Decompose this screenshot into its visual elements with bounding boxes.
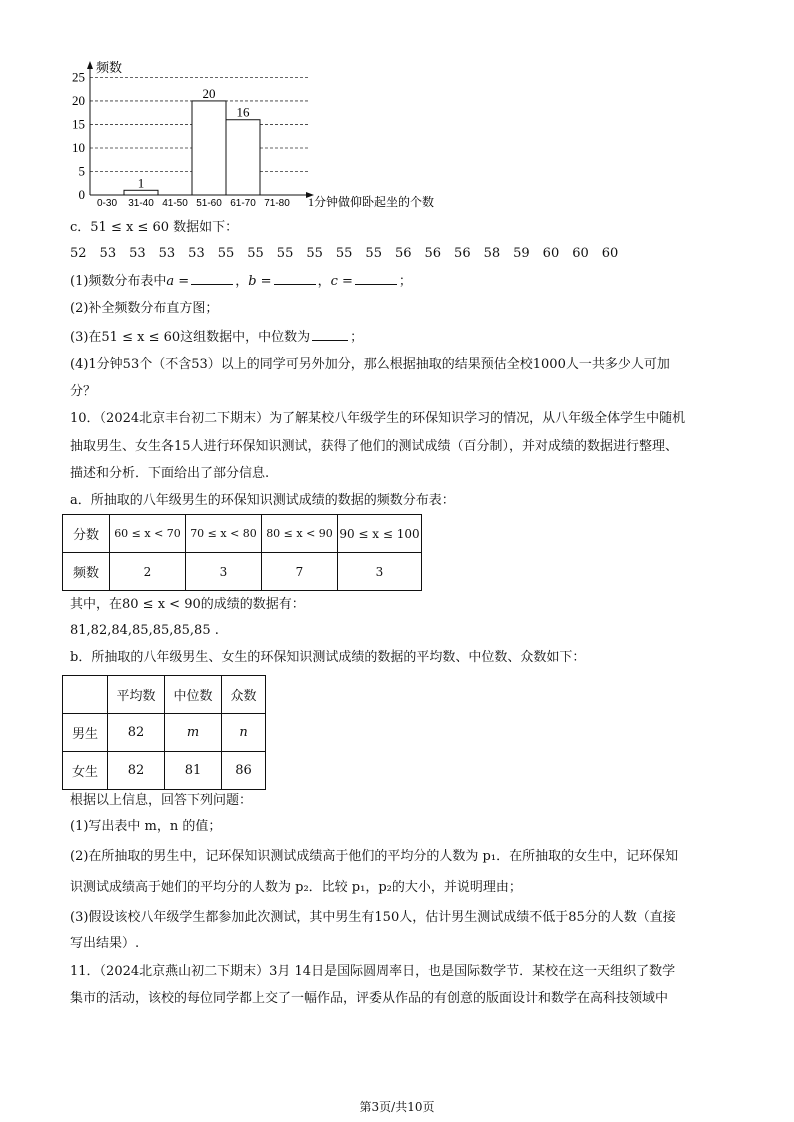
p10-line2: 抽取男生、女生各15人进行环保知识测试，获得了他们的测试成绩（百分制），并对成绩的数据进行整理、 bbox=[70, 439, 679, 454]
cell: 82 bbox=[108, 752, 165, 790]
p10-b-label: b．所抽取的八年级男生、女生的环保知识测试成绩的数据的平均数、中位数、众数如下： bbox=[70, 650, 586, 665]
cell: 86 bbox=[222, 752, 266, 790]
q9-1 bbox=[70, 272, 412, 291]
bar-value-label: 1 bbox=[137, 175, 145, 191]
y-tick-label: 10 bbox=[72, 139, 85, 155]
y-tick-label: 15 bbox=[72, 116, 85, 132]
cell: 70 ≤ x < 80 bbox=[186, 515, 262, 553]
sep-2: ， bbox=[317, 274, 331, 289]
y-axis-arrow bbox=[87, 61, 93, 69]
section-c-intro: c．51 ≤ x ≤ 60 数据如下： bbox=[70, 220, 239, 235]
cell: 女生 bbox=[63, 752, 108, 790]
x-tick-label: 51-60 bbox=[196, 198, 222, 208]
frequency-histogram bbox=[56, 58, 476, 208]
p10-line3: 描述和分析．下面给出了部分信息. bbox=[70, 466, 270, 481]
p10-a-label: a．所抽取的八年级男生的环保知识测试成绩的数据的频数分布表： bbox=[70, 493, 455, 508]
q9-3 bbox=[70, 328, 363, 347]
x-tick-label: 0-30 bbox=[96, 198, 118, 208]
var-a: a = bbox=[166, 274, 190, 289]
var-c: c = bbox=[330, 274, 353, 289]
p10-among-data: 81,82,84,85,85,85,85 . bbox=[70, 623, 219, 638]
q9-3-prefix: (3)在51 ≤ x ≤ 60这组数据中，中位数为 bbox=[70, 330, 311, 345]
stats-table-header bbox=[63, 676, 266, 714]
var-b: b = bbox=[248, 274, 272, 289]
section-c-data: 52 53 53 53 53 55 55 55 55 55 55 56 56 56 58 59 60 60 60 bbox=[70, 246, 619, 261]
p10-q3-line2: 写出结果）. bbox=[70, 936, 140, 951]
bar bbox=[226, 120, 260, 195]
frequency-table bbox=[62, 514, 422, 591]
cell: 2 bbox=[110, 553, 186, 591]
p10-q1: (1)写出表中 m，n 的值； bbox=[70, 819, 222, 834]
cell: n bbox=[222, 714, 266, 752]
p10-answer-intro: 根据以上信息，回答下列问题： bbox=[70, 793, 253, 808]
blank-b bbox=[274, 272, 316, 285]
p10-q3-line1: (3)假设该校八年级学生都参加此次测试，其中男生有150人，估计男生测试成绩不低于85分的人数（直接 bbox=[70, 910, 676, 925]
stats-table-row bbox=[63, 752, 266, 790]
cell: 60 ≤ x < 70 bbox=[110, 515, 186, 553]
cell: 中位数 bbox=[165, 676, 222, 714]
stats-table-row bbox=[63, 714, 266, 752]
cell: 3 bbox=[186, 553, 262, 591]
bar bbox=[124, 190, 158, 195]
q9-1-prefix: (1)频数分布表中 bbox=[70, 274, 167, 289]
cell: 分数 bbox=[63, 515, 110, 553]
cell: 男生 bbox=[63, 714, 108, 752]
bar bbox=[192, 101, 226, 195]
page-footer: 第3页/共10页 bbox=[359, 1100, 435, 1114]
p10-among: 其中，在80 ≤ x < 90的成绩的数据有： bbox=[70, 597, 305, 612]
cell: 80 ≤ x < 90 bbox=[262, 515, 338, 553]
p11-line1: 11．（2024北京燕山初二下期末）3月 14日是国际圆周率日，也是国际数学节．某校在这一天组织了数学 bbox=[70, 964, 676, 979]
frequency-table-row bbox=[63, 553, 422, 591]
x-tick-label: 41-50 bbox=[162, 198, 188, 208]
p11-line2: 集市的活动，该校的每位同学都上交了一幅作品，评委从作品的有创意的版面设计和数学在高科技领域中 bbox=[70, 991, 669, 1006]
sep-1: ， bbox=[235, 274, 249, 289]
p10-line1: 10．（2024北京丰台初二下期末）为了解某校八年级学生的环保知识学习的情况，从八年级全体学生中随机 bbox=[70, 411, 686, 426]
y-tick-label: 25 bbox=[72, 69, 85, 85]
cell: 平均数 bbox=[108, 676, 165, 714]
q9-2: (2)补全频数分布直方图； bbox=[70, 301, 219, 316]
y-axis-label: 频数 bbox=[96, 60, 123, 75]
bar-value-label: 16 bbox=[236, 104, 250, 120]
cell bbox=[63, 676, 108, 714]
stats-table bbox=[62, 675, 266, 790]
x-tick-label: 61-70 bbox=[230, 198, 256, 208]
blank-c bbox=[355, 272, 397, 285]
frequency-table-header bbox=[63, 515, 422, 553]
q9-3-end: ； bbox=[350, 330, 364, 345]
p10-q2-line1: (2)在所抽取的男生中，记环保知识测试成绩高于他们的平均分的人数为 p₁．在所抽取的女生中，记环保知 bbox=[70, 849, 679, 864]
y-tick-label: 5 bbox=[78, 163, 85, 179]
blank-a bbox=[191, 272, 233, 285]
x-tick-label: 31-40 bbox=[128, 198, 154, 208]
blank-median bbox=[312, 328, 348, 341]
x-axis-label: 1分钟做仰卧起坐的个数 bbox=[308, 195, 435, 208]
cell: 82 bbox=[108, 714, 165, 752]
y-tick-label: 20 bbox=[72, 92, 85, 108]
cell: 众数 bbox=[222, 676, 266, 714]
cell: 3 bbox=[338, 553, 422, 591]
q9-4-line1: (4)1分钟53个（不含53）以上的同学可另外加分，那么根据抽取的结果预估全校1000人一共多少人可加 bbox=[70, 357, 670, 372]
bar-value-label: 20 bbox=[202, 85, 216, 101]
cell: 81 bbox=[165, 752, 222, 790]
y-tick-label: 0 bbox=[78, 187, 85, 202]
cell: m bbox=[165, 714, 222, 752]
x-tick-label: 71-80 bbox=[264, 198, 290, 208]
p10-q2-line2: 识测试成绩高于她们的平均分的人数为 p₂．比较 p₁，p₂的大小，并说明理由； bbox=[70, 880, 522, 895]
q9-4-line2: 分？ bbox=[70, 384, 97, 399]
cell: 频数 bbox=[63, 553, 110, 591]
cell: 90 ≤ x ≤ 100 bbox=[338, 515, 422, 553]
cell: 7 bbox=[262, 553, 338, 591]
q9-1-end: ； bbox=[398, 274, 412, 289]
